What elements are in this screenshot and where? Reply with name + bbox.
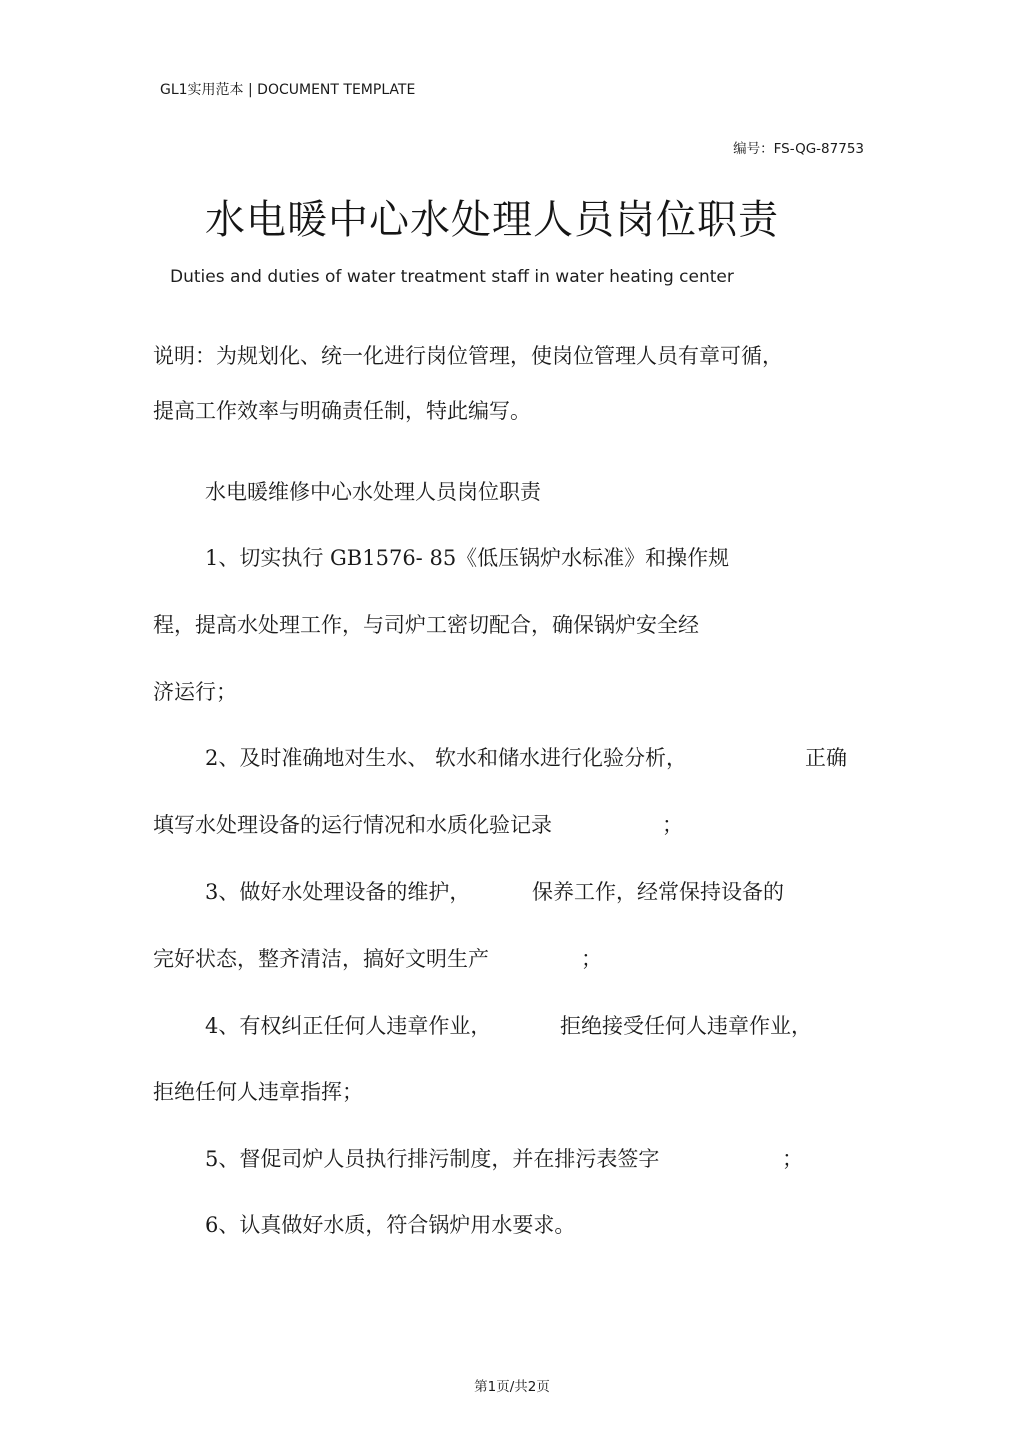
duty-item-1-line-3: 济运行；	[153, 680, 237, 704]
duty-item-4-line-2: 拒绝任何人违章指挥；	[153, 1080, 363, 1104]
duty-item-3-line-2-tail: ；	[581, 947, 602, 971]
page-indicator: 第1页/共2页	[474, 1379, 550, 1395]
duty-item-6-line-1: 6、认真做好水质，符合锅炉用水要求。	[205, 1213, 576, 1237]
duty-item-2-line-2: 填写水处理设备的运行情况和水质化验记录	[153, 813, 552, 837]
intro-line-2: 提高工作效率与明确责任制，特此编写。	[153, 399, 531, 423]
duty-item-3-line-1: 3、做好水处理设备的维护，	[205, 880, 471, 904]
duty-item-3-line-2: 完好状态，整齐清洁，搞好文明生产	[153, 947, 489, 971]
duty-item-4-line-1: 4、有权纠正任何人违章作业，	[205, 1014, 492, 1038]
duty-item-2-line-1: 2、及时准确地对生水、 软水和储水进行化验分析，	[205, 746, 688, 770]
document-number: 编号：FS-QG-87753	[733, 141, 864, 157]
duty-item-1-line-1: 1、切实执行 GB1576- 85《低压锅炉水标准》和操作规	[205, 546, 730, 570]
section-heading: 水电暖维修中心水处理人员岗位职责	[205, 480, 541, 504]
intro-line-1: 说明：为规划化、统一化进行岗位管理，使岗位管理人员有章可循，	[153, 344, 783, 368]
duty-item-2-line-2-tail: ；	[662, 813, 683, 837]
document-subtitle: Duties and duties of water treatment staff in water heating center	[170, 267, 734, 287]
duty-item-4-line-1-tail: 拒绝接受任何人违章作业，	[560, 1014, 812, 1038]
document-header-label: GL1实用范本 | DOCUMENT TEMPLATE	[160, 82, 416, 98]
duty-item-5-line-1-tail: ；	[782, 1147, 803, 1171]
duty-item-1-line-2: 程，提高水处理工作，与司炉工密切配合，确保锅炉安全经	[153, 613, 699, 637]
duty-item-3-line-1-tail: 保养工作，经常保持设备的	[532, 880, 784, 904]
duty-item-2-line-1-tail: 正确	[805, 746, 847, 770]
document-title: 水电暖中心水处理人员岗位职责	[205, 197, 779, 243]
duty-item-5-line-1: 5、督促司炉人员执行排污制度，并在排污表签字	[205, 1147, 660, 1171]
